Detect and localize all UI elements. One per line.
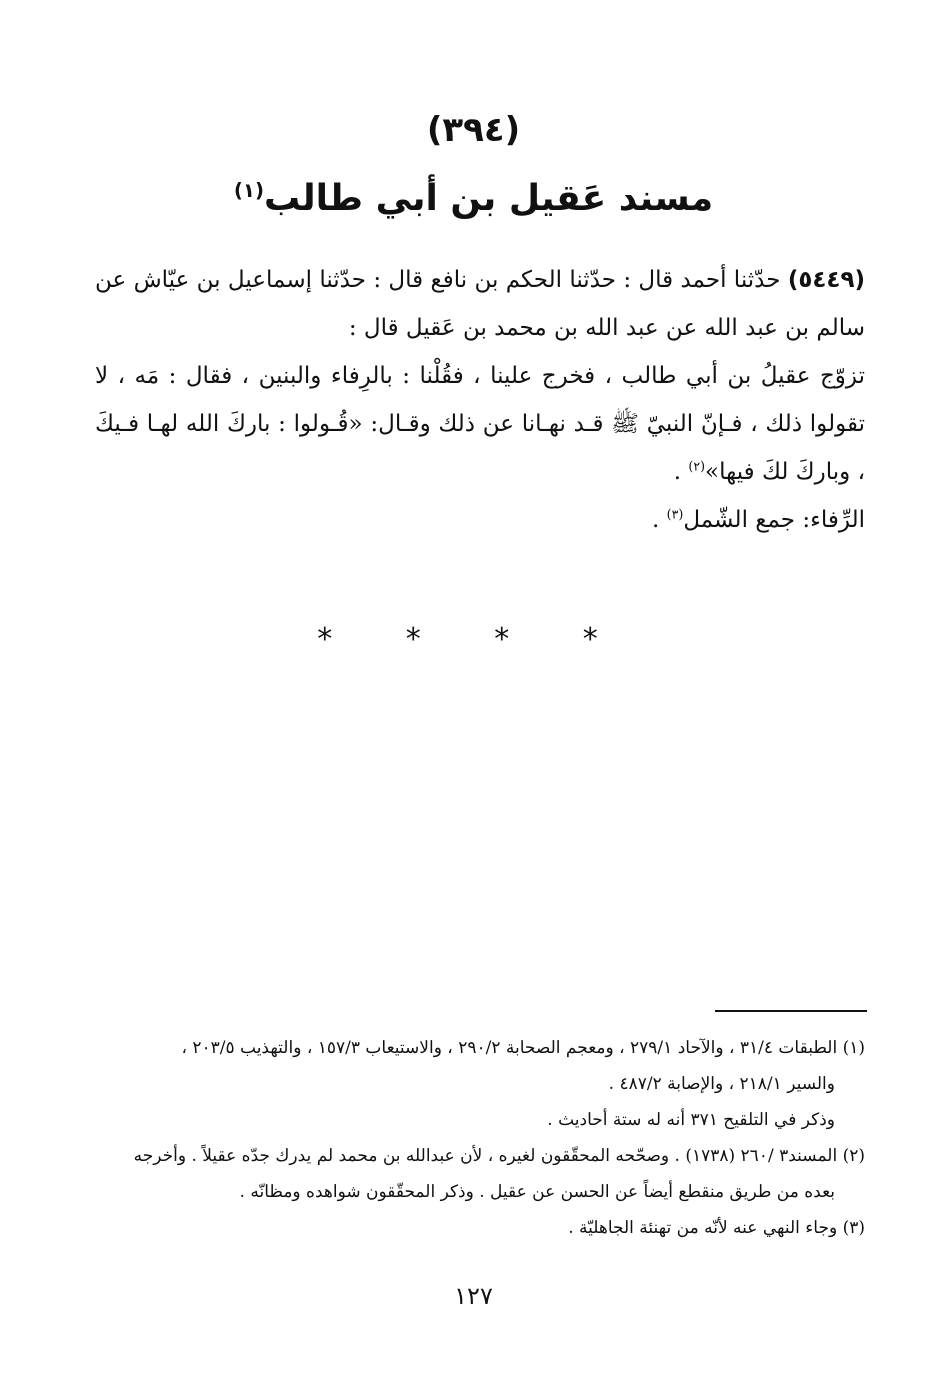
- page-number: ١٢٧: [454, 1282, 493, 1310]
- footnote-1-line-2: والسير ٢١٨/١ ، والإصابة ٤٨٧/٢ .: [608, 1074, 835, 1094]
- footnote-divider: [715, 1010, 867, 1012]
- chapter-number: (٣٩٤): [426, 110, 521, 150]
- footnote-1-line-3: وذكر في التلقيح ٣٧١ أنه له ستة أحاديث .: [547, 1110, 835, 1130]
- footnote-2-line-1: (٢) المسند٣ /٢٦٠ (١٧٣٨) . وصحّحه المحقّقون لغيره ، لأن عبدالله بن محمد لم يدرك جدّه عقيلاً . وأخرجه: [133, 1146, 865, 1166]
- footnote-1-line-1: (١) الطبقات ٣١/٤ ، والآحاد ٢٧٩/١ ، ومعجم الصحابة ٢٩٠/٢ ، والاستيعاب ١٥٧/٣ ، والتهذيب ٢٠٣/٥ ،: [181, 1038, 865, 1058]
- hadith-isnad-paragraph: [95, 256, 865, 352]
- footnotes: [100, 1030, 865, 1246]
- gloss-end: .: [652, 507, 667, 533]
- chapter-title: [0, 178, 947, 219]
- hadith-matn-paragraph: [95, 352, 865, 496]
- hadith-matn-end: .: [673, 459, 689, 485]
- gloss-paragraph: [95, 496, 865, 544]
- hadith-number: (٥٤٤٩): [787, 267, 865, 293]
- hadith-matn: تزوّج عقيلُ بن أبي طالب ، فخرج علينا ، فقُلْنا : بالرِفاء والبنين ، فقال : مَه ، لا تقولوا ذلك ، فـإنّ النبيّ ﷺ قـد نهـانا عن ذلك وقـال: «قُـولوا : باركَ الله لهـا فـيكَ ، وباركَ لكَ فيها»: [95, 363, 865, 485]
- footnote-ref-1: (١): [233, 179, 265, 202]
- chapter-title-text: مسند عَقيل بن أبي طالب: [264, 178, 714, 219]
- hadith-isnad: حدّثنا أحمد قال : حدّثنا الحكم بن نافع قال : حدّثنا إسماعيل بن عيّاش عن سالم بن عبد الله عن عبد الله بن محمد بن عَقيل قال :: [95, 267, 865, 341]
- footnote-2-line-2: بعده من طريق منقطع أيضاً عن الحسن عن عقيل . وذكر المحقّقون شواهده ومظانّه .: [239, 1182, 835, 1202]
- footnote-ref-3: (٣): [666, 506, 684, 522]
- section-separator: * * * *: [317, 622, 630, 657]
- gloss-text: الرِّفاء: جمع الشّمل: [683, 507, 865, 533]
- footnote-ref-2: (٢): [688, 458, 706, 474]
- footnote-3-line-1: (٣) وجاء النهي عنه لأنّه من تهنئة الجاهليّة .: [568, 1218, 865, 1238]
